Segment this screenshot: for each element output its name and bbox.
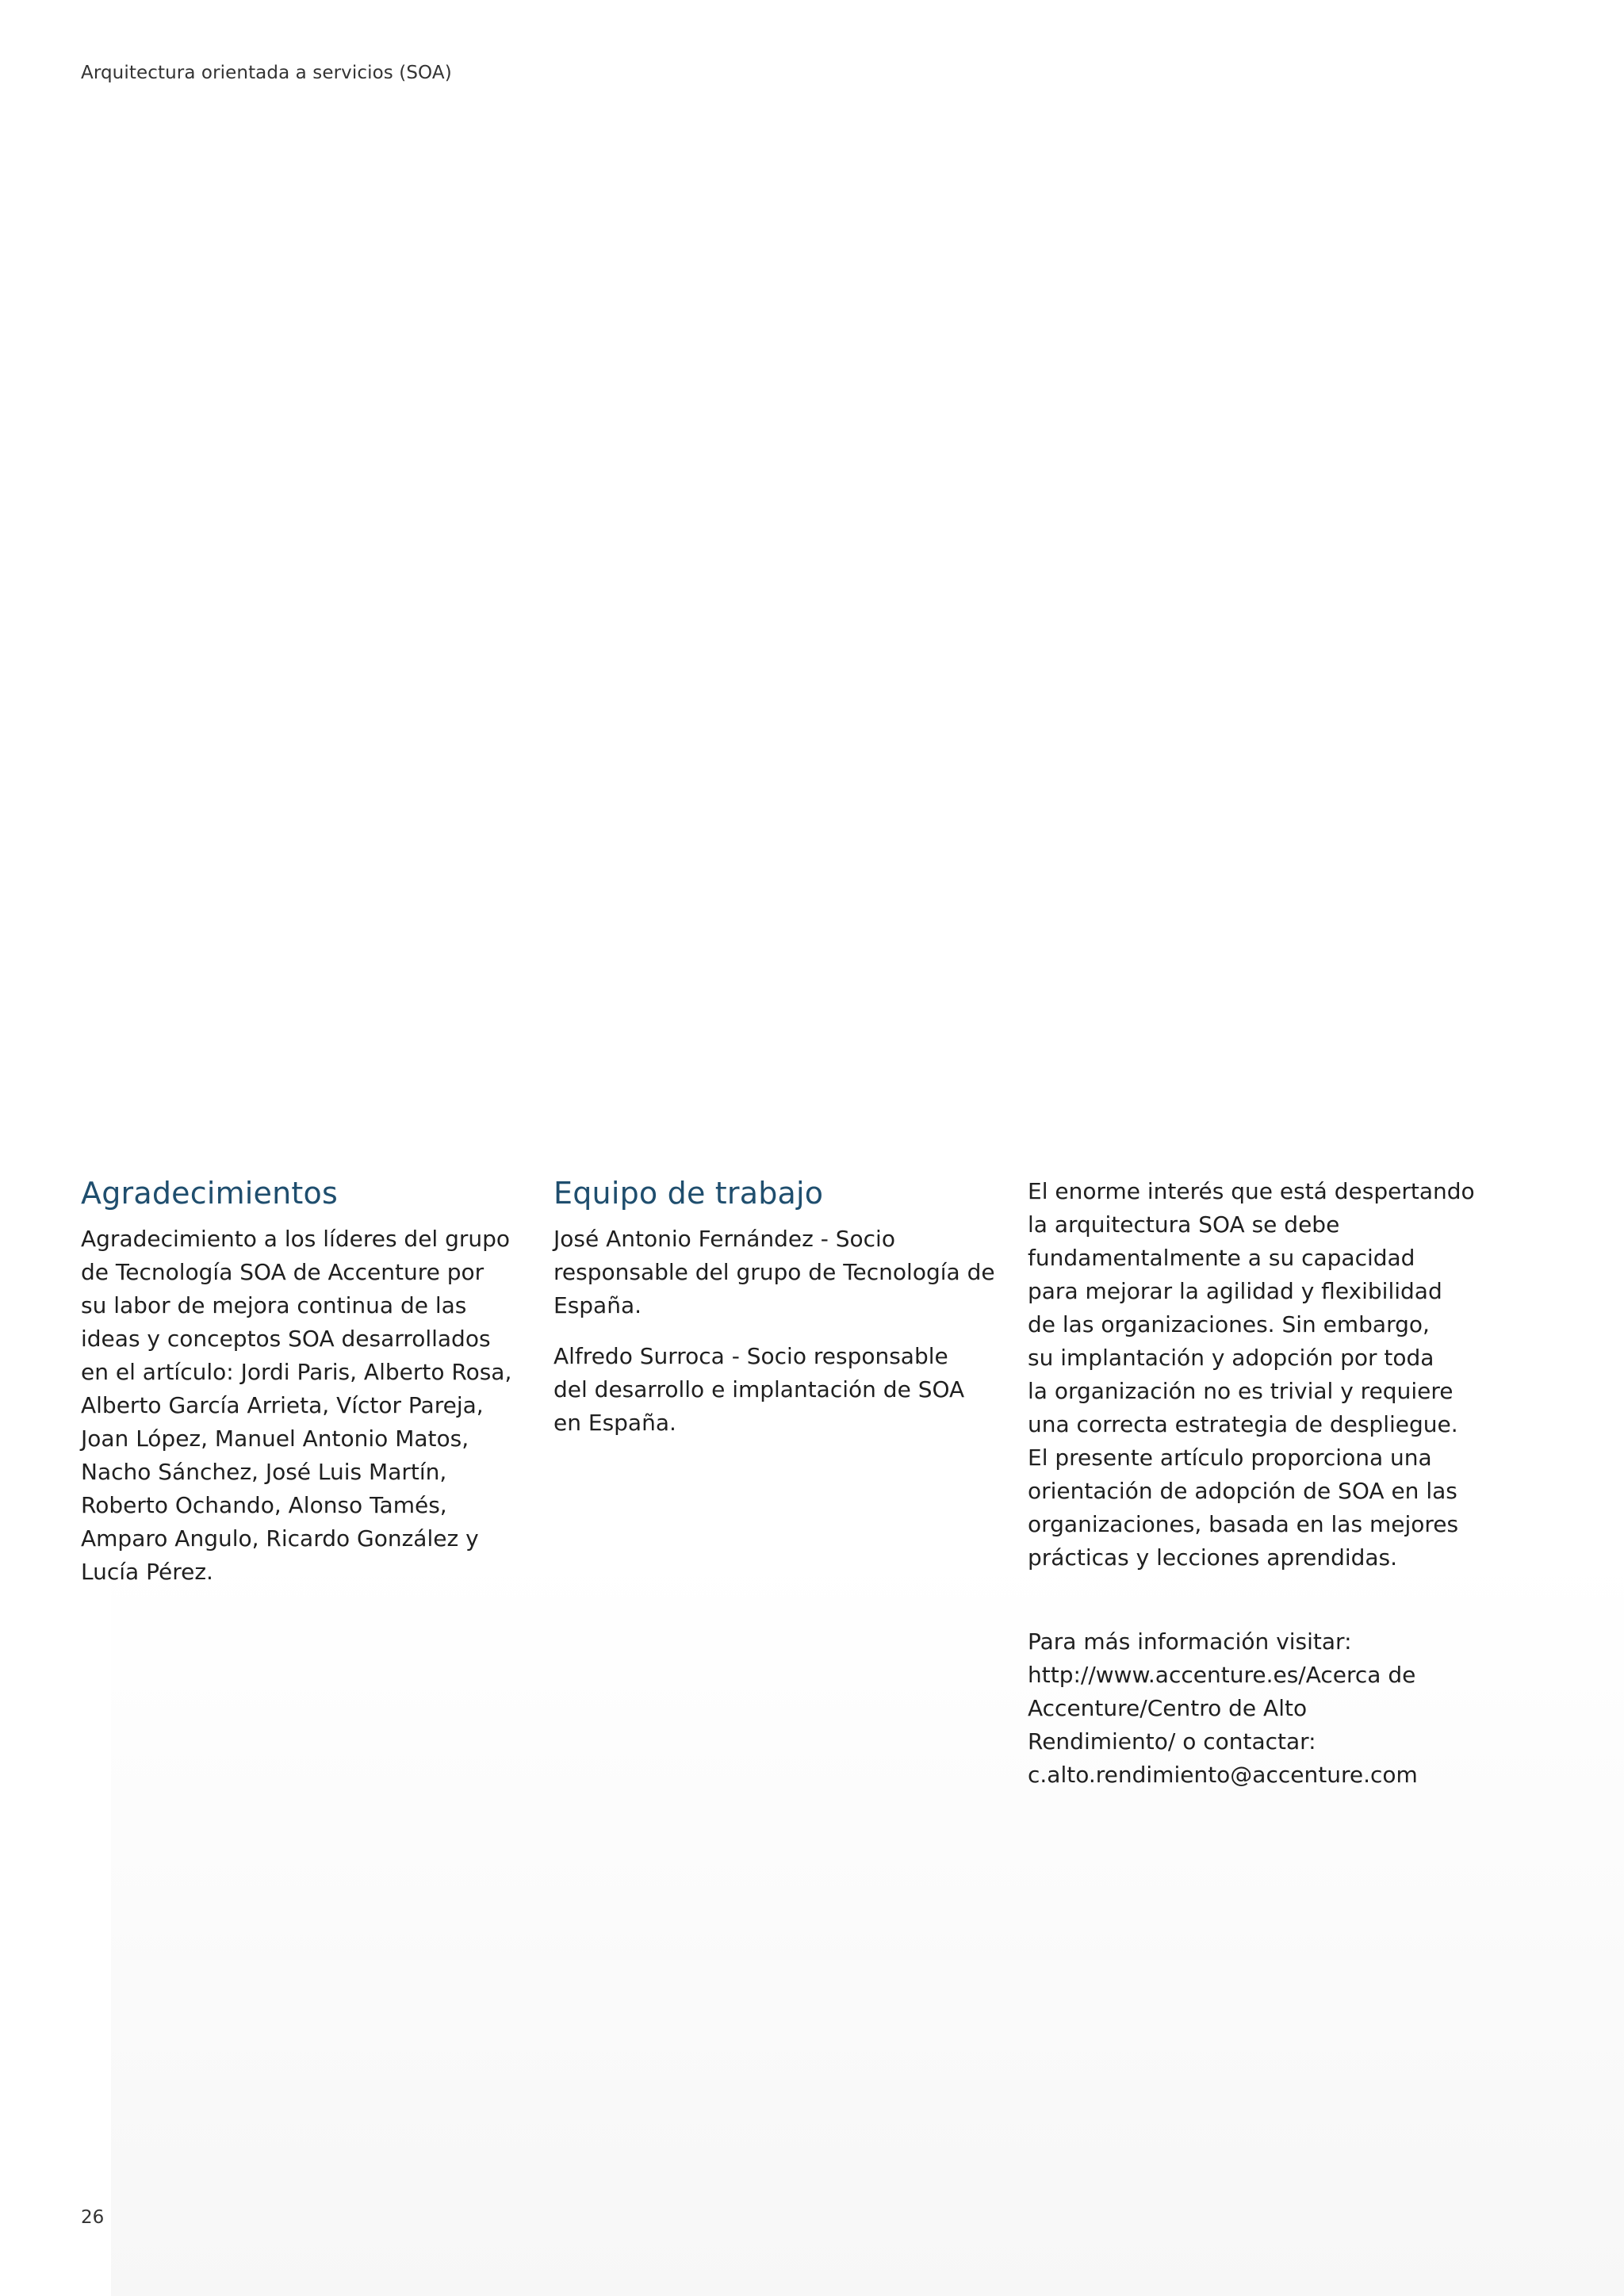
text-line: Para más información visitar: [1028, 1628, 1352, 1655]
text-line: Roberto Ochando, Alonso Tamés, [81, 1492, 447, 1518]
text-line: Alberto García Arrieta, Víctor Pareja, [81, 1392, 484, 1418]
text-line: de las organizaciones. Sin embargo, [1028, 1311, 1430, 1337]
page-number: 26 [81, 2207, 105, 2228]
text-line: España. [553, 1292, 642, 1318]
contact-email: c.alto.rendimiento@accenture.com [1028, 1762, 1418, 1788]
text-line: en el artículo: Jordi Paris, Alberto Rosa, [81, 1359, 512, 1385]
text-line: fundamentalmente a su capacidad [1028, 1245, 1415, 1271]
text-line: del desarrollo e implantación de SOA [553, 1376, 965, 1402]
contact-url-line: http://www.accenture.es/Acerca de [1028, 1662, 1416, 1688]
text-line: El presente artículo proporciona una [1028, 1445, 1432, 1471]
text-line: organizaciones, basada en las mejores [1028, 1511, 1459, 1537]
summary-column [1028, 1169, 1503, 1792]
text-line: José Antonio Fernández - Socio [553, 1226, 895, 1252]
text-line: responsable del grupo de Tecnología de [553, 1259, 995, 1285]
contact-paragraph [1028, 1625, 1503, 1792]
team-member-paragraph [553, 1340, 998, 1440]
text-line: la arquitectura SOA se debe [1028, 1211, 1340, 1238]
text-line: una correcta estrategia de despliegue. [1028, 1411, 1458, 1437]
text-line: de Tecnología SOA de Accenture por [81, 1259, 485, 1285]
contact-url-line: Accenture/Centro de Alto [1028, 1695, 1308, 1721]
team-member-paragraph [553, 1223, 998, 1322]
acknowledgements-text [81, 1223, 525, 1589]
text-line: en España. [553, 1410, 676, 1436]
text-line: su implantación y adopción por toda [1028, 1345, 1434, 1371]
acknowledgements-column [81, 1169, 525, 1589]
team-column [553, 1169, 998, 1440]
text-line: la organización no es trivial y requiere [1028, 1378, 1454, 1404]
team-heading: Equipo de trabajo [553, 1176, 824, 1211]
text-line: Amparo Angulo, Ricardo González y [81, 1525, 479, 1552]
running-header-title: Arquitectura orientada a servicios (SOA) [81, 63, 452, 83]
text-line: ideas y conceptos SOA desarrollados [81, 1326, 491, 1352]
acknowledgements-heading: Agradecimientos [81, 1176, 338, 1211]
text-line: su labor de mejora continua de las [81, 1292, 467, 1318]
text-line: orientación de adopción de SOA en las [1028, 1478, 1457, 1504]
contact-url-line: Rendimiento/ o contactar: [1028, 1728, 1316, 1755]
text-line: Nacho Sánchez, José Luis Martín, [81, 1459, 447, 1485]
text-line: Agradecimiento a los líderes del grupo [81, 1226, 511, 1252]
text-line: El enorme interés que está despertando [1028, 1178, 1475, 1204]
text-line: prácticas y lecciones aprendidas. [1028, 1544, 1398, 1571]
text-line: para mejorar la agilidad y flexibilidad [1028, 1278, 1442, 1304]
text-line: Joan López, Manuel Antonio Matos, [81, 1425, 469, 1452]
summary-paragraph [1028, 1175, 1503, 1575]
text-line: Lucía Pérez. [81, 1559, 213, 1585]
text-line: Alfredo Surroca - Socio responsable [553, 1343, 948, 1369]
